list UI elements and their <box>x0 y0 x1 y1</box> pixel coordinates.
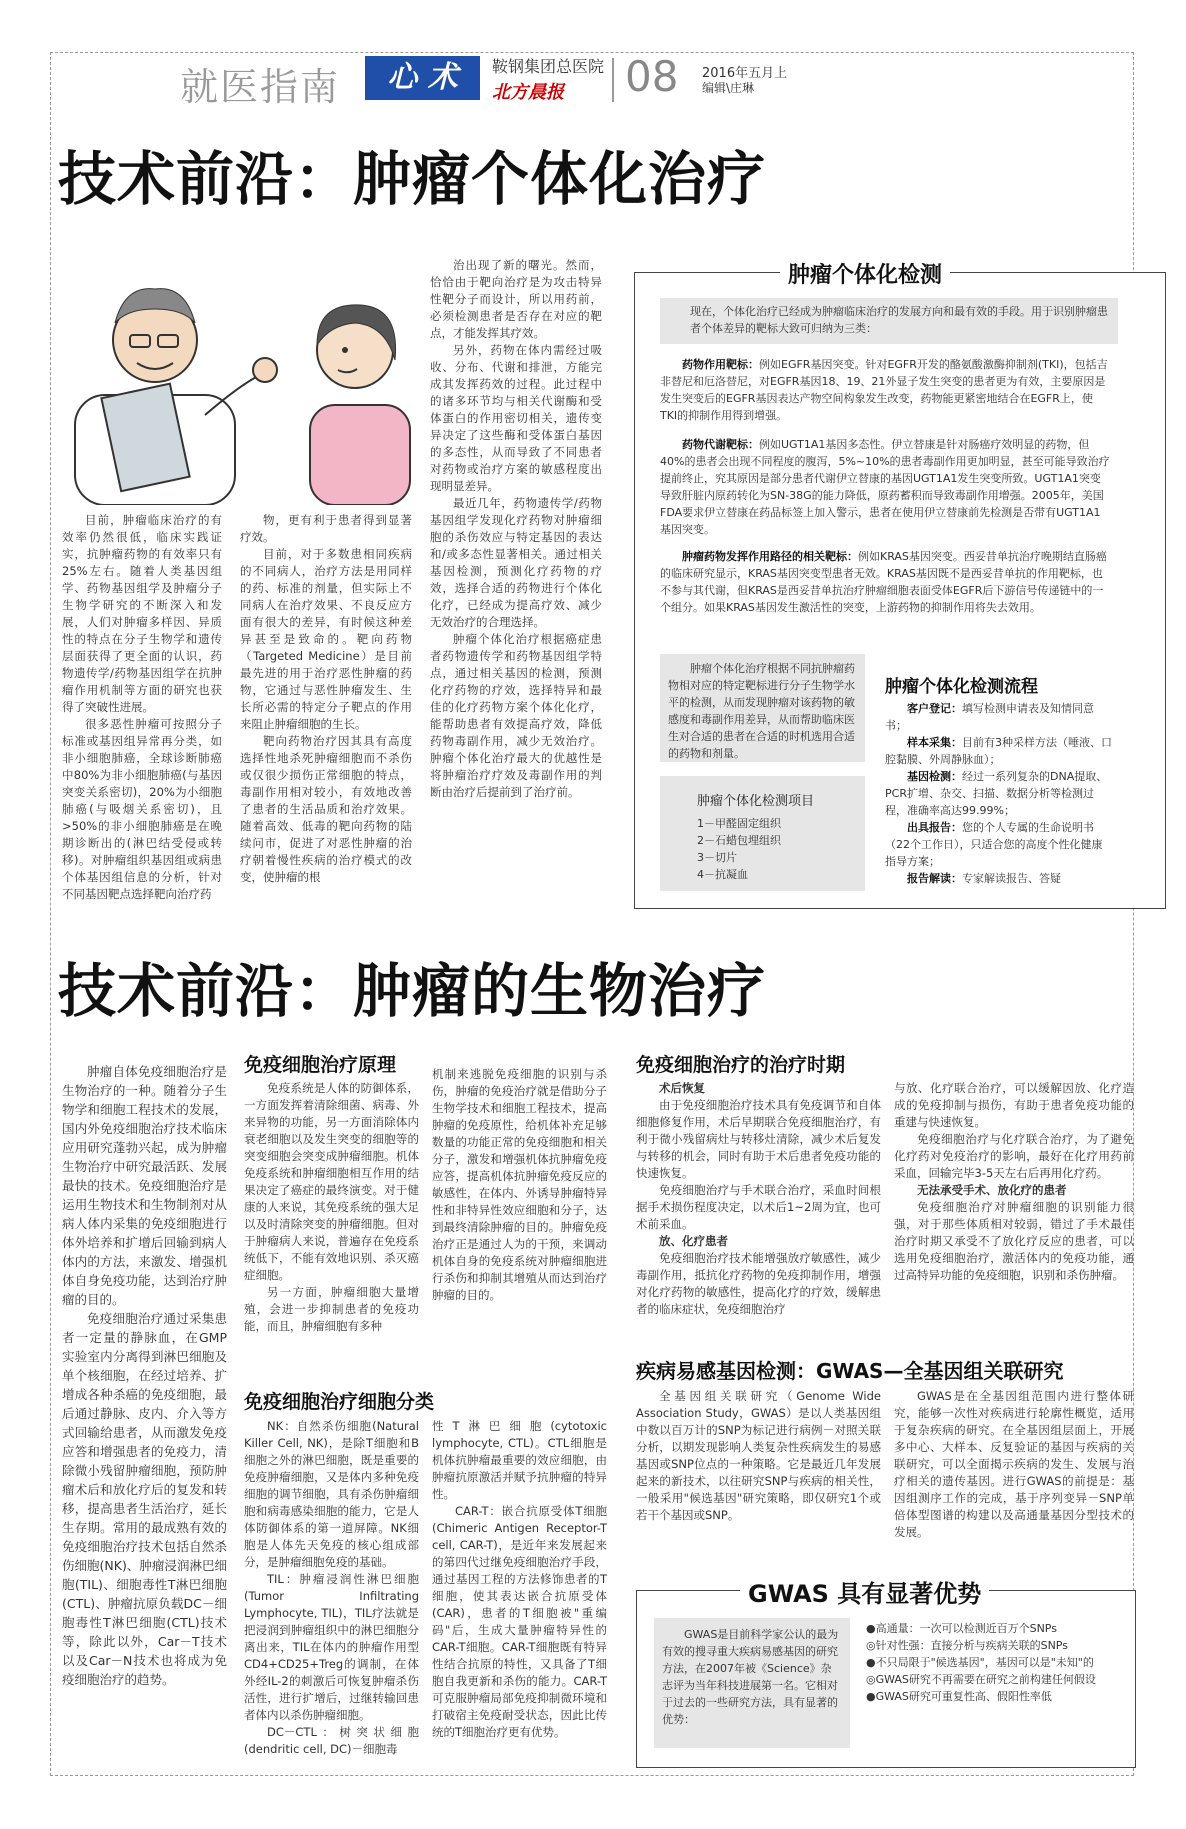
target-item-text: 例如UGT1A1基因多态性。伊立替康是针对肠癌疗效明显的药物，但40%的患者会出现不同程度的腹泻，5%~10%的患者毒副作用更加明显，甚至可能导致治疗提前终止，究其原因是部分患者代谢伊立替康的基因UGT1A1发生突变所致。UGT1A1突变导致肝脏内原药转化为SN-38G的能力降低，原药蓄积而导致毒副作用增强。2005年，美国FDA要求伊立替康在药品标签上加入警示，患者在使用伊立替康前先检测是否带有UGT1A1基因突变。 <box>660 438 1110 536</box>
paragraph: 全基因组关联研究（Genome Wide Association Study，GWAS）是以人类基因组中数以百万计的SNP为标记进行病例－对照关联分析，以期发现影响人类复杂性疾病发生的易感基因或SNP位点的一种策略。它是最近几年发展起来的新技术，以往研究SNP与疾病的相关性，一般采用"候选基因"研究策略，即仅研究1个或若干个基因或SNP。 <box>636 1389 881 1522</box>
flow-step <box>885 870 1113 887</box>
flow-step <box>885 700 1113 734</box>
biotherapy-intro-column <box>62 1062 227 1689</box>
subsection <box>636 1182 881 1233</box>
flow-step-text: 填写检测申请表及知情同意书； <box>885 702 1094 732</box>
paragraph: DC－CTL：树突状细胞(dendritic cell, DC)－细胞毒 <box>244 1725 419 1756</box>
paragraph: 肿瘤自体免疫细胞治疗是生物治疗的一种。随着分子生物学和细胞工程技术的发展，国内外免疫细胞治疗技术临床应用研究蓬勃兴起，成为肿瘤生物治疗中研究最活跃、发展最快的技术。免疫细胞治疗是运用生物技术和生物制剂对从病人体内采集的免疫细胞进行体外培养和扩增后回输到病人体内的方法，来激发、增强机体自身免疫功能，达到治疗肿瘤的目的。 <box>62 1064 227 1307</box>
flow-step-lead: 出具报告： <box>907 821 962 834</box>
subsection-heading: 放、化疗患者 <box>659 1234 728 1248</box>
flow-step-text: 经过一系列复杂的DNA提取、PCR扩增、杂交、扫描、数据分析等检测过程，准确率高达99.99%； <box>885 770 1108 817</box>
column-logo: 心 术 <box>365 56 480 100</box>
paragraph: 与放、化疗联合治疗，可以缓解因放、化疗造成的免疫抑制与损伤，有助于患者免疫功能的重建与快速恢复。 <box>894 1081 1134 1129</box>
doctor-patient-illustration <box>55 265 425 505</box>
flow-step-lead: 报告解读： <box>907 872 962 885</box>
paragraph: 免疫细胞治疗通过采集患者一定量的静脉血，在GMP实验室内分离得到淋巴细胞及单个核细胞，在经过培养、扩增成各种杀癌的免疫细胞，最后通过静脉、皮内、介入等方式回输给患者，从而激发免疫应答和增强患者的免疫力，清除微小残留肿瘤细胞，预防肿瘤术后和放化疗后的复发和转移，提高患者生活治疗，延长生存期。常用的最成熟有效的免疫细胞治疗技术包括自然杀伤细胞(NK)、肿瘤浸润淋巴细胞(TIL)、细胞毒性T淋巴细胞(CTL)、肿瘤抗原负载DC－细胞毒性T淋巴细胞(CTL)技术等，除此以外，Car－T技术以及Car－N技术也将成为免疫细胞治疗的趋势。 <box>62 1311 227 1687</box>
subsection-heading: 术后恢复 <box>659 1081 705 1095</box>
subsection <box>894 1131 1134 1182</box>
article1-column-1 <box>62 512 222 903</box>
subsection <box>636 1233 881 1318</box>
section-principle-title: 免疫细胞治疗原理 <box>244 1054 397 1076</box>
subsection <box>894 1182 1134 1284</box>
treatment-period-column-1 <box>636 1080 881 1318</box>
section-title: 就医指南 <box>180 65 341 109</box>
detection-panel-title: 肿瘤个体化检测 <box>780 258 950 289</box>
detection-summary: 肿瘤个体化治疗根据不同抗肿瘤药物相对应的特定靶标进行分子生物学水平的检测，从而发现肿瘤对该药物的敏感度和毒副作用差异，从而帮助临床医生对合适的患者在合适的时机选用合适的药物和剂量。 <box>668 662 855 760</box>
cell-types-column-2 <box>432 1418 607 1741</box>
list-item: 3－切片 <box>697 851 737 864</box>
flow-step <box>885 734 1113 768</box>
list-item: ◎针对性强：直接分析与疾病关联的SNPs <box>866 1639 1068 1652</box>
detection-items-list <box>697 815 781 883</box>
paragraph: 靶向药物治疗因其具有高度选择性地杀死肿瘤细胞而不杀伤或仅很少损伤正常细胞的特点，毒副作用相对较小，有效地改善了患者的生活品质和治疗效果。随着高效、低毒的靶向药物的陆续问市，促进了对恶性肿瘤的治疗朝着慢性疾病的治疗模式的改变，使肿瘤的根 <box>240 734 412 884</box>
article1-column-3 <box>430 257 602 801</box>
flow-step-lead: 客户登记： <box>907 702 962 715</box>
gwas-advantage-title: GWAS 具有显著优势 <box>740 1574 989 1609</box>
detection-flow <box>885 700 1113 887</box>
paragraph: 另一方面，肿瘤细胞大量增殖，会进一步抑制患者的免疫功能，而且，肿瘤细胞有多种 <box>244 1285 419 1333</box>
target-item-lead: 药物代谢靶标： <box>682 438 759 451</box>
doctor-figure <box>75 289 277 505</box>
gwas-advantage-list <box>866 1620 1126 1705</box>
detection-flow-title: 肿瘤个体化检测流程 <box>885 677 1038 697</box>
paragraph: 由于免疫细胞治疗技术具有免疫调节和自体细胞修复作用，术后早期联合免疫细胞治疗，有利于微小残留病灶与转移灶清除，减少术后复发与转移的机会，同时有助于术后患者免疫功能的快速恢复。 <box>636 1098 881 1180</box>
list-item: ●GWAS研究可重复性高、假阳性率低 <box>866 1690 1052 1703</box>
list-item: 4－抗凝血 <box>697 868 748 881</box>
target-item-3 <box>660 548 1110 616</box>
paragraph: 目前，对于多数患相同疾病的不同病人，治疗方法是用同样的药、标准的剂量，但实际上不同病人在治疗效果、不良反应方面有很大的差异，有时候这种差异甚至是致命的。靶向药物（Targeted Medicine）是目前最先进的用于治疗恶性肿瘤的药物，它通过与恶性肿瘤发生、生长所必需的特定分子靶点的作用来阻止肿瘤细胞的生长。 <box>240 547 412 731</box>
paragraph: 物，更有利于患者得到显著疗效。 <box>240 513 412 544</box>
paragraph: NK：自然杀伤细胞(Natural Killer Cell, NK)，是除T细胞和B细胞之外的淋巴细胞，既是重要的免疫肿瘤细胞，又是体内多种免疫细胞的调节细胞，具有杀伤肿瘤细胞和病毒感染细胞的能力，它是人体防御体系的第一道屏障。NK细胞是人体先天免疫的核心组成部分，是肿瘤细胞免疫的基础。 <box>244 1419 419 1569</box>
list-item: ◎GWAS研究不再需要在研究之前构建任何假设 <box>866 1673 1096 1686</box>
subsection-heading: 无法承受手术、放化疗的患者 <box>917 1183 1067 1197</box>
headline-personalized-therapy: 技术前沿：肿瘤个体化治疗 <box>58 145 767 213</box>
detection-items-title: 肿瘤个体化检测项目 <box>697 794 815 809</box>
header-divider <box>612 58 614 102</box>
list-item: ●不只局限于"候选基因"，基因可以是"未知"的 <box>866 1656 1094 1669</box>
target-item-lead: 药物作用靶标： <box>682 358 759 371</box>
paragraph: 另外，药物在体内需经过吸收、分布、代谢和排泄，方能完成其发挥药效的过程。此过程中的诸多环节均与相关代谢酶和受体蛋白的作用密切相关，遗传变异决定了这些酶和受体蛋白基因的多态性，从而导致了不同患者对药物或治疗方案的敏感程度出现明显差异。 <box>430 343 602 493</box>
page-number: 08 <box>625 52 679 101</box>
hospital-name: 鞍钢集团总医院 <box>492 57 605 76</box>
flow-step-text: 目前有3种采样方法（唾液、口腔黏膜、外周静脉血）； <box>885 736 1112 766</box>
flow-step <box>885 819 1113 870</box>
issue-date: 2016年五月上 <box>702 66 788 81</box>
detection-intro: 现在，个体化治疗已经成为肿瘤临床治疗的发展方向和最有效的手段。用于识别肿瘤患者个体差异的靶标大致可归纳为三类： <box>690 305 1108 335</box>
section-cell-types-title: 免疫细胞治疗细胞分类 <box>244 1391 435 1413</box>
target-item-2 <box>660 436 1110 538</box>
paragraph: 肿瘤个体化治疗根据癌症患者药物遗传学和药物基因组学特点，通过相关基因的检测，预测化疗药物的疗效，选择特异和最佳的化疗药物方案个体化化疗，能帮助患者有效提高疗效，降低药物毒副作用，减少无效治疗。肿瘤个体化治疗最大的优越性是将肿瘤治疗疗效及毒副作用的判断由治疗后提前到了治疗前。 <box>430 632 602 799</box>
paragraph: 目前，肿瘤临床治疗的有效率仍然很低，临床实践证实，抗肿瘤药物的有效率只有25%左右。随着人类基因组学、药物基因组学及肿瘤分子生物学研究的不断深入和发展，人们对肿瘤多样因、异质性的特点在分子生物学和遗传层面获得了更全面的认识，药物遗传学/药物基因组学在抗肿瘤作用机制等方面的研究也获得了突破性进展。 <box>62 513 222 714</box>
paragraph: 机制来逃脱免疫细胞的识别与杀伤，肿瘤的免疫治疗就是借助分子生物学技术和细胞工程技术，提高肿瘤的免疫原性，给机体补充足够数量的功能正常的免疫细胞和相关分子，激发和增强机体抗肿瘤免疫应答，提高机体抗肿瘤免疫反应的敏感性，在体内、外诱导肿瘤特异性和非特异性效应细胞和分子，达到最终清除肿瘤的目的。肿瘤免疫治疗正是通过人为的干预，来调动机体自身的免疫系统对肿瘤细胞进行杀伤和抑制其增殖从而达到治疗肿瘤的目的。 <box>432 1067 607 1302</box>
paragraph: 很多恶性肿瘤可按照分子标准或基因组异常再分类，如非小细胞肺癌，全球诊断肺癌中80%为非小细胞肺癌(与基因突变关系密切)，20%为小细胞肺癌(与吸烟关系密切)，且>50%的非小细胞肺癌是在晚期诊断出的(淋巴结受侵或转移)。对肿瘤组织基因组或病患个体基因组信息的分析，针对不同基因靶点选择靶向治疗药 <box>62 717 222 901</box>
paragraph: 最近几年，药物遗传学/药物基因组学发现化疗药物对肿瘤细胞的杀伤效应与特定基因的表达和/或多态性显著相关。通过相关基因检测，预测化疗药物的疗效，选择合适的药物进行个体化化疗，已经成为提高疗效、减少无效治疗的合理选择。 <box>430 496 602 629</box>
target-item-text: 例如EGFR基因突变。针对EGFR开发的酪氨酸激酶抑制剂(TKI)，包括吉非替尼和厄洛替尼，对EGFR基因18、19、21外显子发生突变的患者更为有效，主要原因是发生突变后的EGFR基因表达产物空间构象发生改变，药物能更紧密地结合在EGFR上，使TKI的抑制作用得到增强。 <box>660 358 1108 422</box>
newspaper-name: 北方晨报 <box>492 82 564 103</box>
paragraph: CAR-T：嵌合抗原受体T细胞(Chimeric Antigen Receptor-T cell, CAR-T)，是近年来发展起来的第四代过继免疫细胞治疗手段，通过基因工程的方法修饰患者的T细胞，使其表达嵌合抗原受体(CAR)，患者的T细胞被"重编码"后，生成大量肿瘤特异性的CAR-T细胞。CAR-T细胞既有特异性结合抗原的特性，又具备了T细胞自我更新和杀伤的能力。CAR-T可克服肿瘤局部免疫抑制微环境和打破宿主免疫耐受状态，因此比传统的T细胞治疗更有优势。 <box>432 1504 607 1739</box>
principle-column-1 <box>244 1080 419 1335</box>
flow-step-text: 您的个人专属的生命说明书（22个工作日），只适合您的高度个性化健康指导方案； <box>885 821 1103 868</box>
target-item-lead: 肿瘤药物发挥作用路径的相关靶标： <box>682 550 858 563</box>
editor-credit: 编辑\庄琳 <box>702 81 755 95</box>
paragraph: TIL：肿瘤浸润性淋巴细胞(Tumor Infiltrating Lymphocyte, TIL)，TIL疗法就是把浸润到肿瘤组织中的淋巴细胞分离出来，TIL在体内的肿瘤作用型CD4+CD25+Treg的调制，在体外经IL-2的刺激后可恢复肿瘤杀伤活性，进行扩增后，过继转输回患者体内以杀伤肿瘤细胞。 <box>244 1572 419 1722</box>
subsection <box>636 1080 881 1182</box>
article1-column-2 <box>240 512 412 886</box>
cell-types-column-1 <box>244 1418 419 1758</box>
list-item: ●高通量：一次可以检测近百万个SNPs <box>866 1622 1057 1635</box>
paragraph: 免疫细胞治疗技术能增强放疗敏感性，减少毒副作用，抵抗化疗药物的免疫抑制作用，增强对化疗药物的敏感性，提高化疗的疗效，缓解患者的临床症状，免疫细胞治疗 <box>636 1251 881 1316</box>
headline-biotherapy: 技术前沿：肿瘤的生物治疗 <box>58 957 767 1025</box>
gwas-column-2 <box>894 1388 1134 1541</box>
gwas-advantage-summary: GWAS是目前科学家公认的最为有效的搜寻重大疾病易感基因的研究方法，在2007年被《Science》杂志评为当年科技进展第一名。它相对于过去的一些研究方法，具有显著的优势： <box>662 1628 839 1726</box>
paragraph: 免疫系统是人体的防御体系，一方面发挥着清除细菌、病毒、外来异物的功能，另一方面消除体内衰老细胞以及发生突变的细胞等的突变细胞会突变成肿瘤细胞。机体免疫系统和肿瘤细胞相互作用的结果决定了癌症的最终演变。对于健康的人来说，其免疫系统的强大足以及时清除突变的肿瘤细胞。但对于肿瘤病人来说，普遍存在免疫系统低下，不能有效地识别、杀灭癌症细胞。 <box>244 1081 419 1282</box>
section-gwas-title: 疾病易感基因检测：GWAS—全基因组关联研究 <box>636 1359 1064 1383</box>
subsection <box>894 1080 1134 1131</box>
paragraph: 免疫细胞治疗对肿瘤细胞的识别能力很强，对于那些体质相对较弱，错过了手术最佳治疗时期又承受不了放化疗反应的患者，可以选用免疫细胞治疗，激活体内的免疫功能，通过高特异功能的免疫细胞，识别和杀伤肿瘤。 <box>894 1200 1134 1282</box>
list-item: 1－甲醛固定组织 <box>697 817 781 830</box>
target-item-1 <box>660 356 1110 424</box>
principle-column-2 <box>432 1066 607 1304</box>
gwas-column-1 <box>636 1388 881 1524</box>
flow-step-lead: 基因检测： <box>907 770 962 783</box>
section-treatment-period-title: 免疫细胞治疗的治疗时期 <box>636 1054 846 1076</box>
target-item-text: 例如KRAS基因突变。西妥昔单抗治疗晚期结直肠癌的临床研究显示，KRAS基因突变型患者无效。KRAS基因既不是西妥昔单抗的作用靶标，也不参与其代谢，但KRAS是西妥昔单抗治疗肿瘤细胞表面受体EGFR后下游信号传递链中的一个组分。如果KRAS基因发生激活性的突变，上游药物的抑制作用将失去效用。 <box>660 550 1107 614</box>
patient-figure <box>310 305 410 505</box>
flow-step-lead: 样本采集： <box>907 736 962 749</box>
flow-step <box>885 768 1113 819</box>
treatment-period-column-2 <box>894 1080 1134 1284</box>
paragraph: GWAS是在全基因组范围内进行整体研究，能够一次性对疾病进行轮廓性概览，适用于复杂疾病的研究。在全基因组层面上，开展多中心、大样本、反复验证的基因与疾病的关联研究，可以全面揭示疾病的发生、发展与治疗相关的遗传基因。进行GWAS的前提是：基因组测序工作的完成，基于序列变异－SNP单倍体型图谱的构建以及高通量基因分型技术的发展。 <box>894 1389 1134 1539</box>
paragraph: 免疫细胞治疗与手术联合治疗，采血时间根据手术损伤程度决定，以术后1~2周为宜，也可术前采血。 <box>636 1183 881 1231</box>
paragraph: 治出现了新的曙光。然而，恰恰由于靶向治疗是为攻击特异性靶分子而设计，所以用药前，必须检测患者是否存在对应的靶点，才能发挥其疗效。 <box>430 258 602 340</box>
list-item: 2－石蜡包埋组织 <box>697 834 781 847</box>
paragraph: 性T淋巴细胞(cytotoxic lymphocyte, CTL)。CTL细胞是机体抗肿瘤最重要的效应细胞，由肿瘤抗原激活并赋予抗肿瘤的特异性。 <box>432 1419 607 1501</box>
paragraph: 免疫细胞治疗与化疗联合治疗，为了避免化疗药对免疫治疗的影响，最好在化疗用药前采血，回输完毕3-5天左右后再用化疗药。 <box>894 1132 1134 1180</box>
flow-step-text: 专家解读报告、答疑 <box>962 872 1061 885</box>
